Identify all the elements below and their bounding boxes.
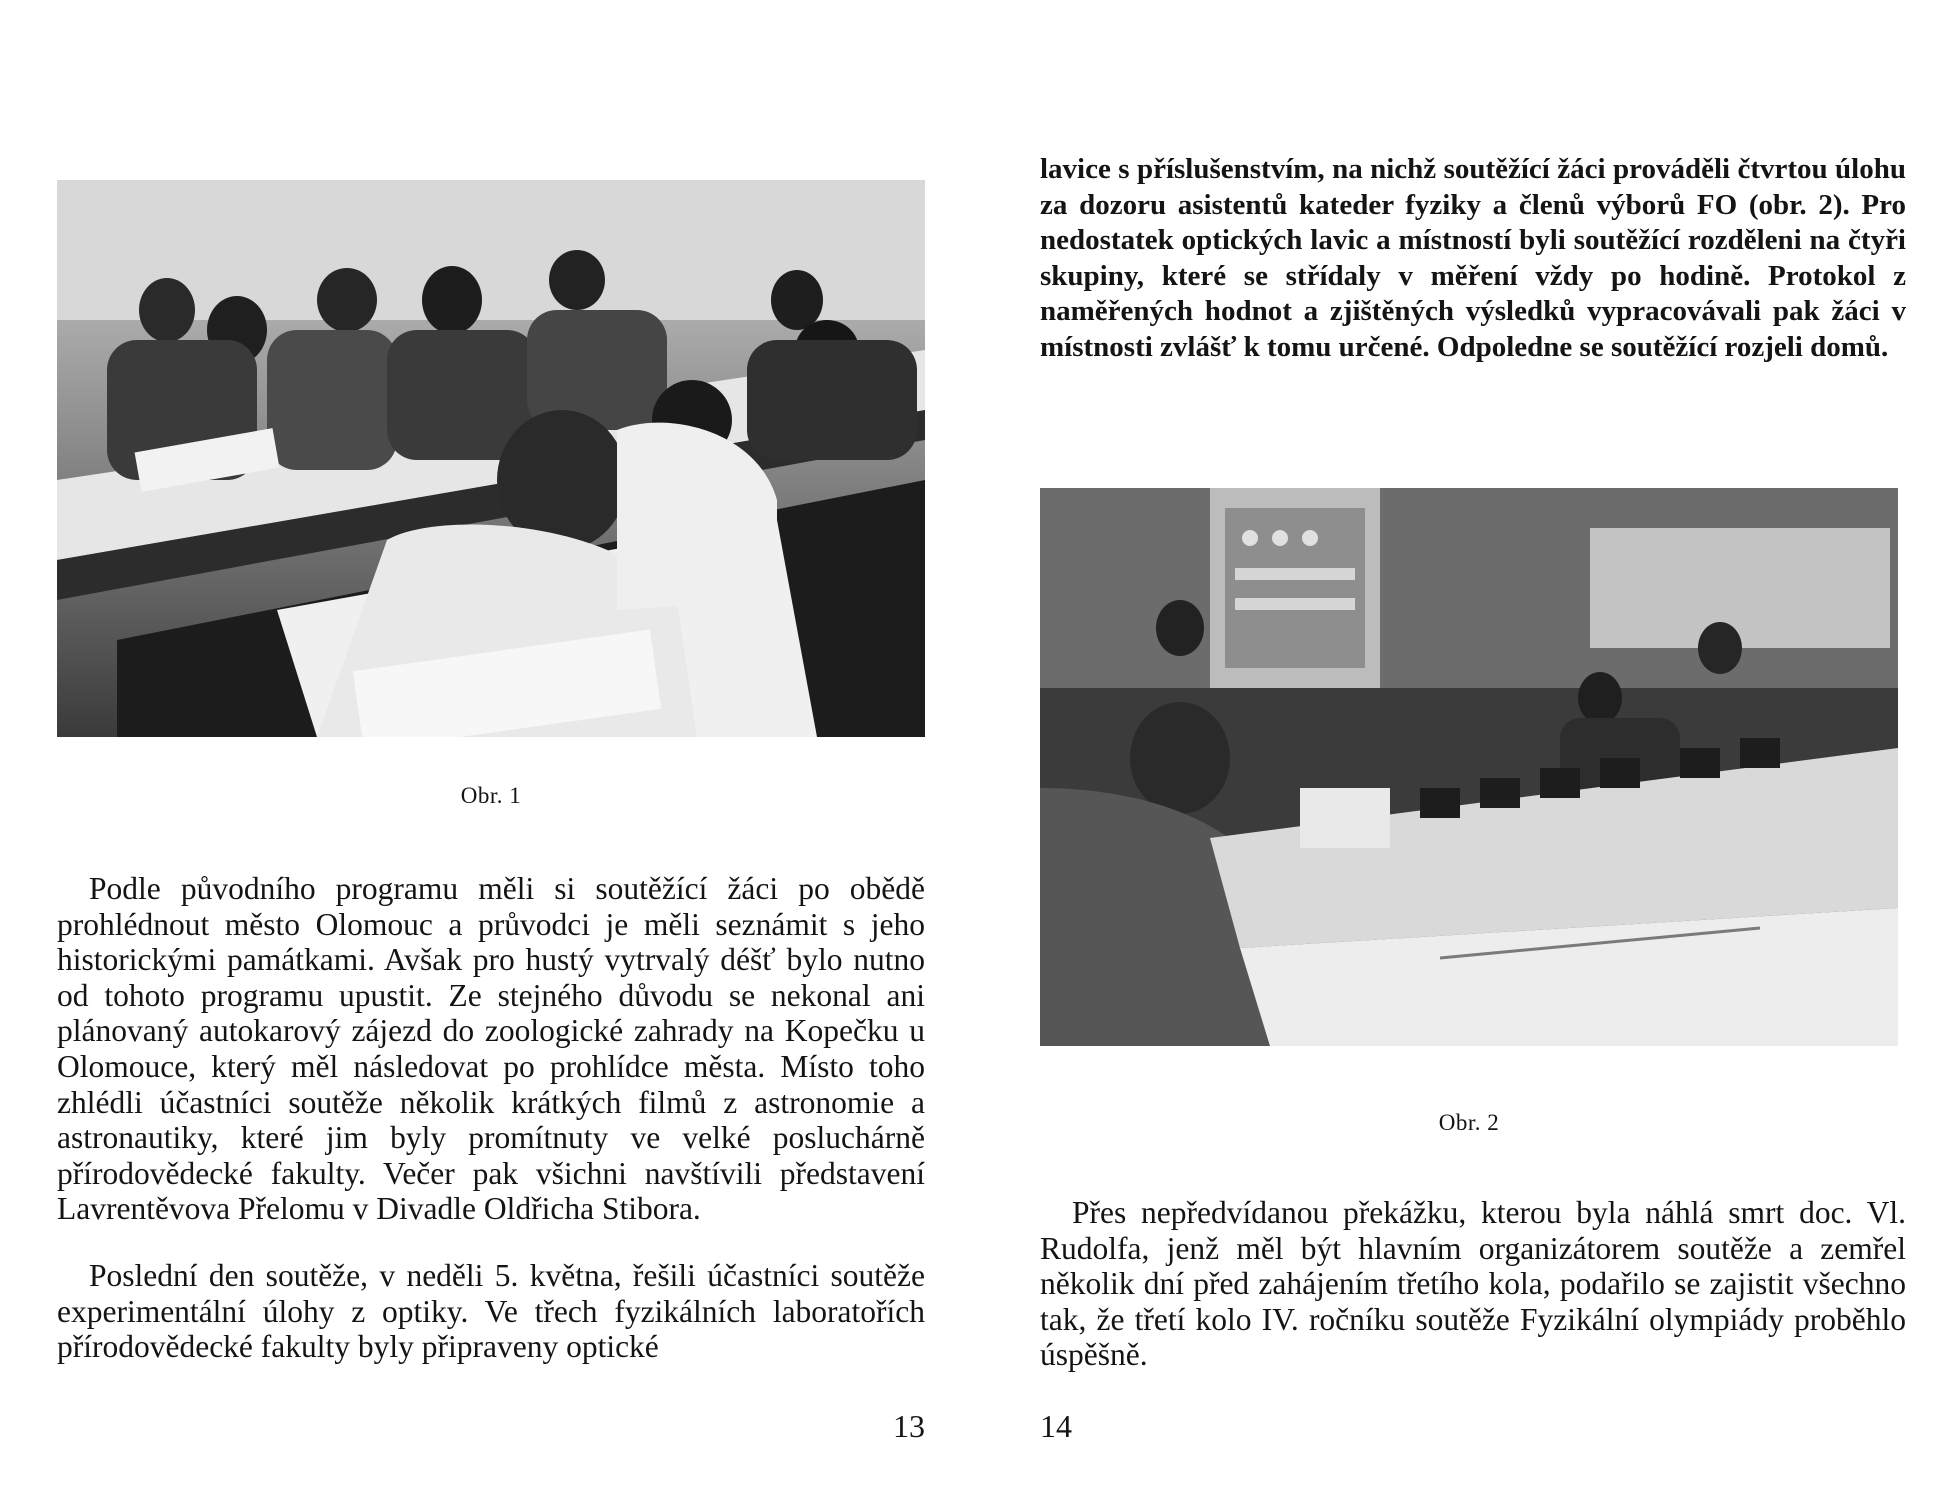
classroom-photo-illustration	[57, 180, 925, 737]
page-number-left: 13	[893, 1408, 925, 1444]
laboratory-photo-illustration	[1040, 488, 1898, 1046]
page-number-right: 14	[1040, 1408, 1072, 1444]
left-paragraph-1: Podle původního programu měli si soutěžící žáci po obědě prohlédnout město Olomouc a průvodci je měli seznámit s jeho historickými památkami. Avšak pro hustý vytrvalý déšť bylo nutno od tohoto programu upustit. Ze stejného důvodu se nekonal ani plánovaný autokarový zájezd do zoologické zahrady na Kopečku u Olomouce, který měl následovat po prohlídce města. Místo toho zhlédli účastníci soutěže několik krátkých filmů z astronomie a astronautiky, které jim byly promítnuty ve velké posluchárně přírodovědecké fakulty. Večer pak všichni navštívili představení Lavrentěvova Přelomu v Divadle Oldřicha Stibora.	[57, 871, 925, 1227]
figure-1-caption: Obr. 1	[460, 783, 522, 808]
right-page	[977, 0, 1954, 1501]
figure-2-photo	[1040, 488, 1898, 1046]
figure-2-caption: Obr. 2	[1438, 1110, 1500, 1135]
left-paragraph-2: Poslední den soutěže, v neděli 5. května, řešili účastníci soutěže experimentální úlohy z optiky. Ve třech fyzikálních laboratořích přírodovědecké fakulty byly připraveny optické	[57, 1258, 925, 1365]
right-paragraph-top: lavice s příslušenstvím, na nichž soutěžící žáci prováděli čtvrtou úlohu za dozoru asistentů kateder fyziky a členů výborů FO (obr. 2). Pro nedostatek optických lavic a místností byli soutěžící rozděleni na čtyři skupiny, které se střídaly v měření vždy po hodině. Protokol z naměřených hodnot a zjištěných výsledků vypracovávali pak žáci v místnosti zvlášť k tomu určené. Odpoledne se soutěžící rozjeli domů.	[1040, 153, 1906, 363]
right-paragraph-bottom: Přes nepředvídanou překážku, kterou byla náhlá smrt doc. Vl. Rudolfa, jenž měl být hlavním organizátorem soutěže a zemřel několik dní před zahájením třetího kola, podařilo se zajistit všechno tak, že třetí kolo IV. ročníku soutěže Fyzikální olympiády proběhlo úspěšně.	[1040, 1195, 1906, 1373]
figure-1-photo	[57, 180, 925, 737]
